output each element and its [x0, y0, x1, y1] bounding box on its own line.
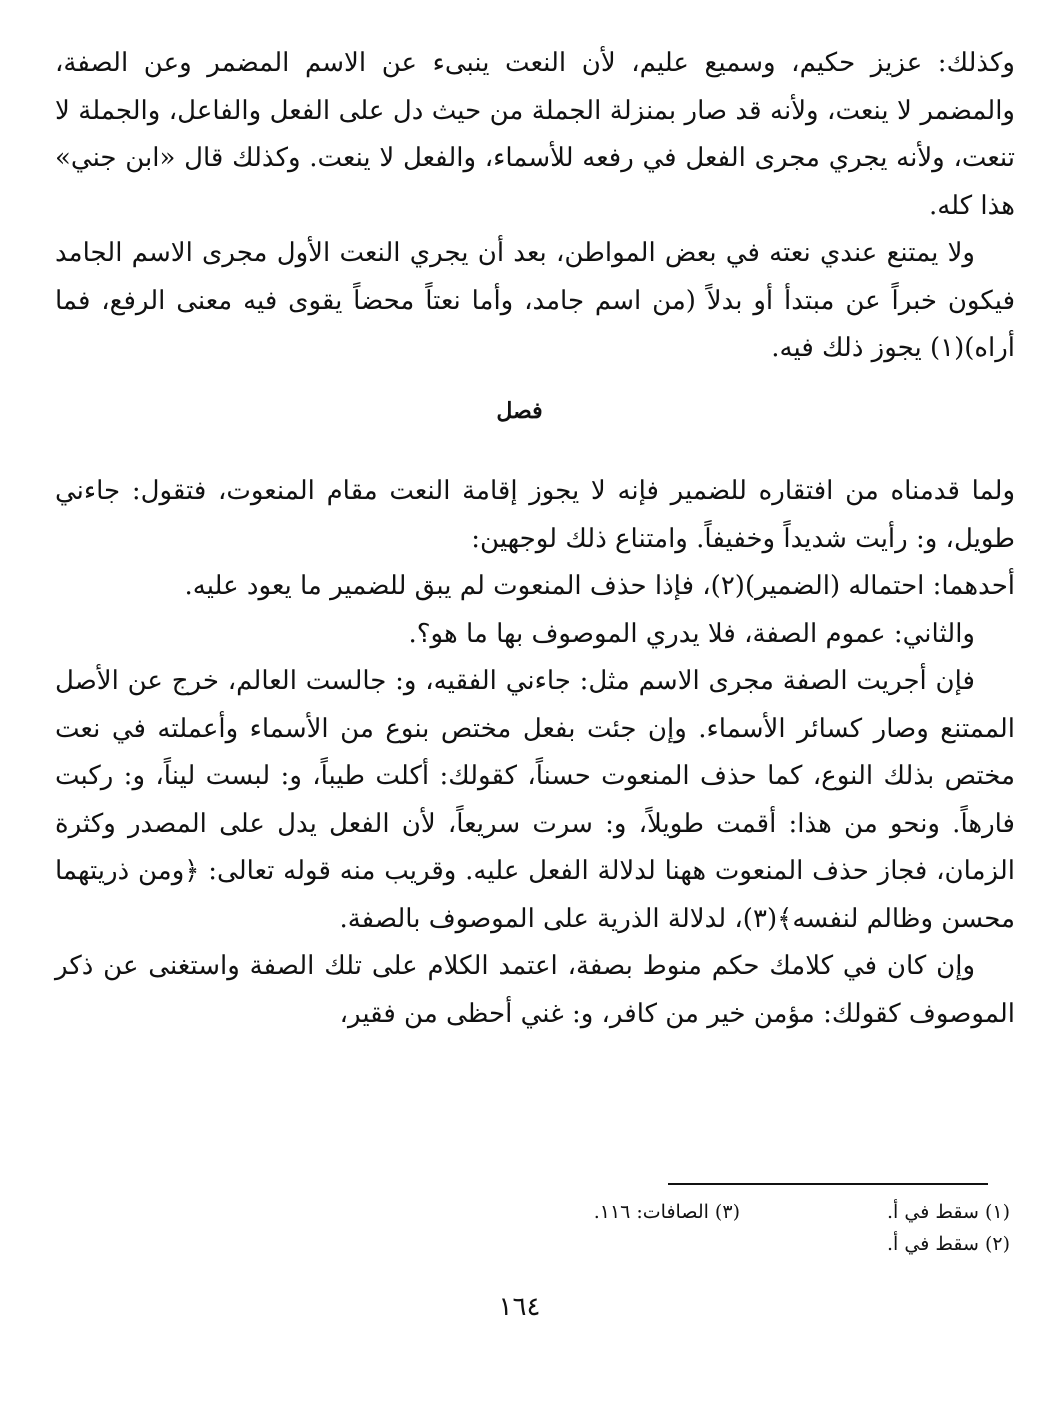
page-number: ١٦٤ [498, 1292, 541, 1322]
paragraph-6: فإن أجريت الصفة مجرى الاسم مثل: جاءني الفقيه، و: جالست العالم، خرج عن الأصل الممتنع وصار كسائر الأسماء. وإن جئت بفعل مختص بنوع من الأسماء وأعملته في نعت مختص بذلك النوع، كما حذف المنعوت حسناً، كقولك: أكلت طيباً، و: لبست ليناً، و: ركبت فارهاً. ونحو من هذا: أقمت طويلاً، و: سرت سريعاً، لأن الفعل يدل على المصدر وكثرة الزمان، فجاز حذف المنعوت ههنا لدلالة الفعل عليه. وقريب منه قوله تعالى: ﴿ومن ذريتهما محسن وظالم لنفسه﴾(٣)، لدلالة الذرية على الموصوف بالصفة. [55, 666, 1015, 934]
footnote-2: (٢) سقط في أ. [887, 1233, 1010, 1255]
footnote-1: (١) سقط في أ. [887, 1201, 1010, 1223]
paragraph-2: ولا يمتنع عندي نعته في بعض المواطن، بعد أن يجري النعت الأول مجرى الاسم الجامد فيكون خبراً عن مبتدأ أو بدلاً (من اسم جامد، وأما نعتاً محضاً يقوى فيه معنى الرفع، فما أراه)(١) يجوز ذلك فيه. [55, 238, 1015, 363]
paragraph-1: وكذلك: عزيز حكيم، وسميع عليم، لأن النعت ينبىء عن الاسم المضمر وعن الصفة، والمضمر لا ينعت، ولأنه قد صار بمنزلة الجملة من حيث دل على الفعل والفاعل، والجملة لا تنعت، ولأنه يجري مجرى الفعل في رفعه للأسماء، والفعل لا ينعت. وكذلك قال «ابن جني» هذا كله. [55, 48, 1015, 221]
paragraph-3: ولما قدمناه من افتقاره للضمير فإنه لا يجوز إقامة النعت مقام المنعوت، فتقول: جاءني طويل، و: رأيت شديداً وخفيفاً. وامتناع ذلك لوجهين: [55, 476, 1015, 554]
footnote-divider [668, 1183, 988, 1185]
paragraph-4: أحدهما: احتماله (الضمير)(٢)، فإذا حذف المنعوت لم يبق للضمير ما يعود عليه. [184, 571, 1015, 601]
section-heading: فصل [496, 398, 543, 424]
bottom-text-block [55, 468, 1015, 1038]
paragraph-5: والثاني: عموم الصفة، فلا يدري الموصوف بها ما هو؟. [408, 618, 975, 649]
paragraph-7: وإن كان في كلامك حكم منوط بصفة، اعتمد الكلام على تلك الصفة واستغنى عن ذكر الموصوف كقولك: مؤمن خير من كافر، و: غني أحظى من فقير، [55, 951, 1015, 1029]
top-text-block [55, 40, 1015, 373]
footnote-3: (٣) الصافات: ١١٦. [593, 1201, 740, 1223]
footnotes-right-column [750, 1196, 1010, 1260]
footnotes-left-column [470, 1196, 740, 1228]
